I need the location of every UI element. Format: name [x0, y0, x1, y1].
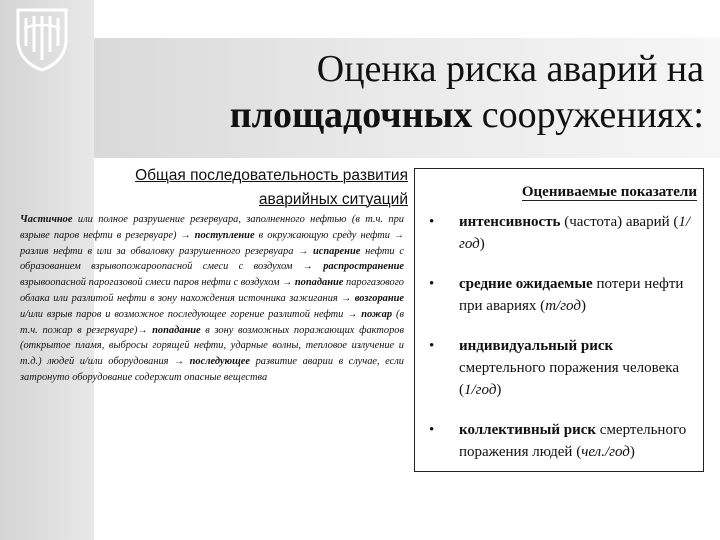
- indicator-description: смертельного поражения людей (: [459, 422, 687, 460]
- arrow-icon: →: [394, 229, 405, 241]
- accident-sequence-paragraph: [20, 214, 404, 383]
- indicator-description: (частота) аварий (: [560, 214, 679, 230]
- title-bold-word: площадочных: [229, 94, 473, 136]
- sequence-text: в окружающую среду нефти: [254, 229, 395, 241]
- arrow-icon: →: [347, 308, 358, 320]
- indicators-list: [415, 211, 703, 481]
- indicator-name: коллективный риск: [459, 422, 597, 438]
- accident-sequence-text: [20, 212, 404, 386]
- arrow-icon: →: [302, 261, 313, 273]
- indicator-close-paren: ): [479, 236, 485, 252]
- sequence-keyword: последующее: [189, 356, 251, 368]
- indicator-unit: т/год: [545, 298, 581, 314]
- arrow-icon: →: [341, 292, 352, 304]
- arrow-icon: →: [282, 277, 293, 289]
- indicator-unit: чел./год: [581, 444, 630, 460]
- left-heading-line-2: аварийных ситуаций: [258, 191, 408, 208]
- sequence-keyword: распространение: [323, 261, 404, 273]
- title-line-1: Оценка риска аварий на: [316, 48, 704, 90]
- slide-title: [140, 40, 710, 154]
- indicator-description: потери нефти при авариях (: [459, 276, 684, 314]
- sequence-keyword: попадание: [152, 324, 201, 336]
- indicator-name: средние ожидаемые: [459, 276, 593, 292]
- indicators-heading: Оцениваемые показатели: [521, 184, 697, 200]
- indicator-unit: 1/год: [464, 382, 497, 398]
- bullet-icon: •: [429, 214, 435, 230]
- indicator-item: [415, 335, 703, 401]
- sequence-text: в зону возможных поражающих факторов (открытое пламя, выбросы горящей нефти, ударные волны, тепловое излучение и т.д.) людей и/или оборудования: [20, 324, 404, 368]
- indicators-panel: [414, 168, 704, 472]
- arrow-icon: →: [180, 229, 191, 241]
- bullet-icon: •: [429, 338, 435, 354]
- sequence-keyword: возгорание: [354, 292, 404, 304]
- left-heading: [20, 164, 408, 212]
- bullet-icon: •: [429, 276, 435, 292]
- arrow-icon: →: [298, 245, 309, 257]
- indicator-close-paren: ): [580, 298, 586, 314]
- sequence-keyword: поступление: [194, 229, 255, 241]
- sequence-text: и/или взрыв паров и возможное последующее горение разлитой нефти: [20, 308, 348, 320]
- indicator-name: интенсивность: [459, 214, 561, 230]
- sequence-text: [313, 261, 323, 272]
- sequence-text: развитие аварии в случае, если затронуто оборудование содержит опасные вещества: [20, 356, 404, 383]
- title-line-2: [140, 92, 704, 138]
- indicator-close-paren: ): [496, 382, 502, 398]
- sequence-keyword: попадание: [294, 277, 344, 289]
- sequence-text: взрывоопасной парогазовой смеси паров нефти с воздухом: [20, 277, 283, 289]
- indicator-item: [415, 273, 703, 317]
- sequence-keyword: пожар: [361, 308, 393, 320]
- arrow-icon: →: [137, 324, 148, 336]
- indicator-close-paren: ): [629, 444, 635, 460]
- left-heading-line-1: Общая последовательность развития: [135, 167, 408, 184]
- indicator-item: [415, 419, 703, 463]
- indicator-name: индивидуальный риск: [459, 338, 614, 354]
- sequence-text: (в т.ч. пожар в резервуаре): [20, 308, 404, 336]
- arrow-icon: →: [174, 356, 185, 368]
- title-rest: сооружениях:: [472, 94, 704, 136]
- sequence-text: или полное разрушение резервуара, заполненного нефтью (в т.ч. при взрыве паров нефти в резервуаре): [20, 214, 404, 241]
- sequence-keyword: испарение: [313, 245, 361, 257]
- bullet-icon: •: [429, 422, 435, 438]
- indicator-unit: 1/год: [459, 214, 691, 252]
- indicator-description: смертельного поражения человека (: [459, 360, 679, 398]
- sequence-text: разлив нефти в или за обваловку разрушенного резервуара: [20, 245, 299, 257]
- indicator-item: [415, 211, 703, 255]
- sequence-text: парогазового облака или разлитой нефти в зону нахождения источника зажигания: [20, 277, 404, 304]
- sequence-text: нефти с образованием взрывопожароопасной смеси с воздухом: [20, 245, 404, 273]
- emblem-icon: [14, 6, 70, 72]
- sequence-keyword: Частичное: [20, 214, 73, 225]
